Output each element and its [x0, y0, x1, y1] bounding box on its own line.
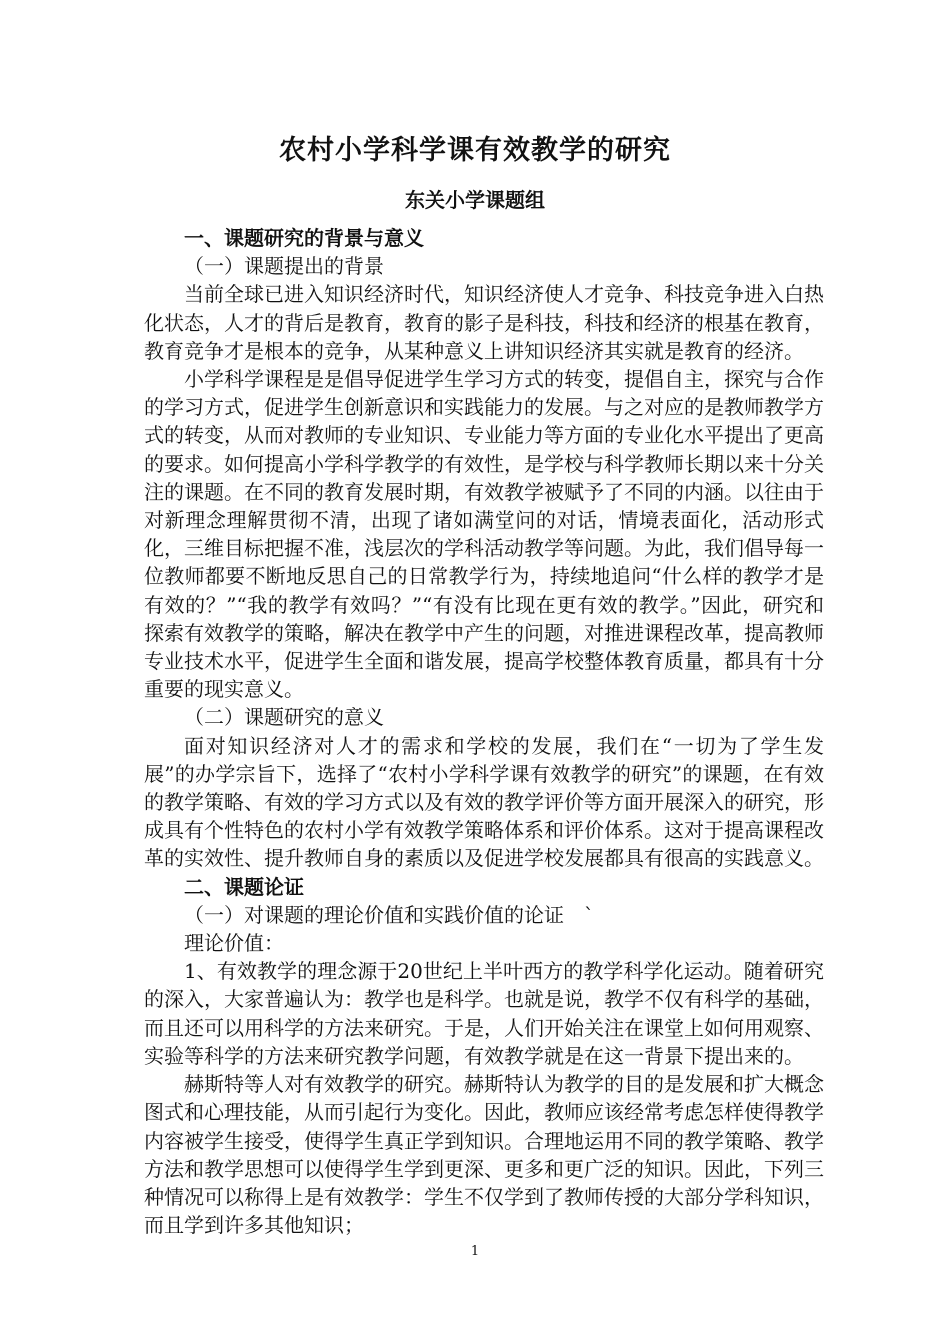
subsection-heading: （一）对课题的理论价值和实践价值的论证 `: [184, 902, 594, 927]
subsection-heading: （一）课题提出的背景: [184, 254, 384, 279]
document-subtitle: 东关小学课题组: [405, 188, 545, 212]
paragraph: 当前全球已进入知识经济时代，知识经济使人才竞争、科技竞争进入白热化状态，人才的背后是教育，教育的影子是科技，科技和经济的根基在教育，教育竞争才是根本的竞争，从某种意义上讲知识经济其实就是教育的经济。: [144, 282, 824, 363]
paragraph-label: 理论价值：: [184, 931, 284, 956]
paragraph: 小学科学课程是是倡导促进学生学习方式的转变，提倡自主，探究与合作的学习方式，促进学生创新意识和实践能力的发展。与之对应的是教师教学方式的转变，从而对教师的专业知识、专业能力等方面的专业化水平提出了更高的要求。如何提高小学科学教学的有效性，是学校与科学教师长期以来十分关注的课题。在不同的教育发展时期，有效教学被赋予了不同的内涵。以往由于对新理念理解贯彻不清，出现了诸如满堂问的对话，情境表面化，活动形式化，三维目标把握不准，浅层次的学科活动教学等问题。为此，我们倡导每一位教师都要不断地反思自己的日常教学行为，持续地追问“什么样的教学才是有效的？”“我的教学有效吗？”“有没有比现在更有效的教学。”因此，研究和探索有效教学的策略，解决在教学中产生的问题，对推进课程改革，提高教师专业技术水平，促进学生全面和谐发展，提高学校整体教育质量，都具有十分重要的现实意义。: [144, 367, 824, 702]
page-number: 1: [470, 1244, 480, 1259]
section-heading: 二、课题论证: [184, 874, 304, 899]
paragraph: 面对知识经济对人才的需求和学校的发展，我们在“一切为了学生发展”的办学宗旨下，选择了“农村小学科学课有效教学的研究”的课题，在有效的教学策略、有效的学习方式以及有效的教学评价等方面开展深入的研究，形成具有个性特色的农村小学有效教学策略体系和评价体系。这对于提高课程改革的实效性、提升教师自身的素质以及促进学校发展都具有很高的实践意义。: [144, 733, 824, 871]
document-title: 农村小学科学课有效教学的研究: [279, 135, 671, 166]
subsection-heading: （二）课题研究的意义: [184, 705, 384, 730]
paragraph: 赫斯特等人对有效教学的研究。赫斯特认为教学的目的是发展和扩大概念图式和心理技能，从而引起行为变化。因此，教师应该经常考虑怎样使得教学内容被学生接受，使得学生真正学到知识。合理地运用不同的教学策略、教学方法和教学思想可以使得学生学到更深、更多和更广泛的知识。因此，下列三种情况可以称得上是有效教学：学生不仅学到了教师传授的大部分学科知识，而且学到许多其他知识；: [144, 1072, 824, 1238]
paragraph: 1、有效教学的理念源于20世纪上半叶西方的教学科学化运动。随着研究的深入，大家普遍认为：教学也是科学。也就是说，教学不仅有科学的基础，而且还可以用科学的方法来研究。于是，人们开始关注在课堂上如何用观察、实验等科学的方法来研究教学问题，有效教学就是在这一背景下提出来的。: [144, 959, 824, 1068]
section-heading: 一、课题研究的背景与意义: [184, 226, 424, 250]
document-body: [144, 224, 824, 1239]
